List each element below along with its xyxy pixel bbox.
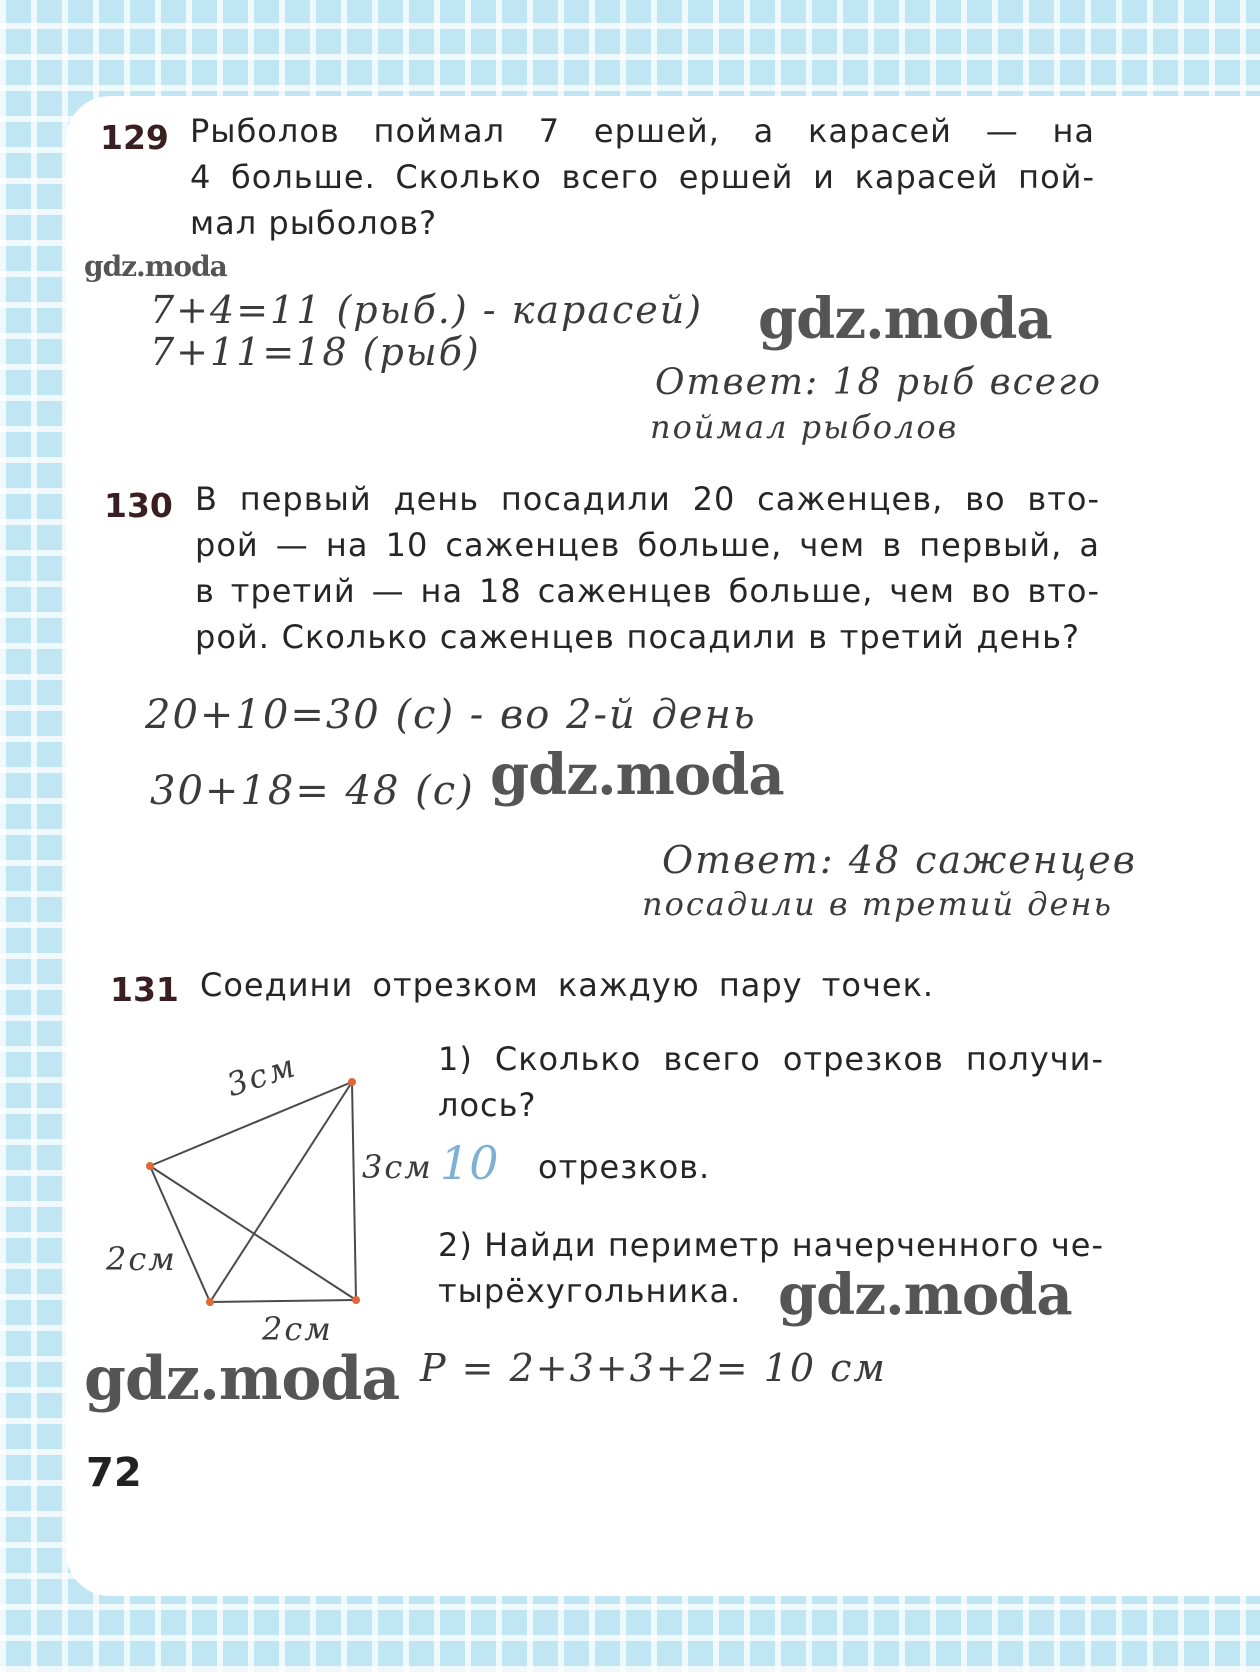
side-label-left: 2см bbox=[106, 1240, 177, 1278]
point-b bbox=[348, 1078, 356, 1086]
task-130-line-1: В первый день посадили 20 саженцев, во вто- bbox=[195, 480, 1100, 518]
task-129-answer-line-2: поймал рыболов bbox=[650, 408, 959, 446]
task-131-q1-line-1: 1) Сколько всего отрезков получи- bbox=[438, 1040, 1104, 1078]
side-label-top: 3см bbox=[222, 1046, 302, 1105]
task-129-number: 129 bbox=[100, 118, 169, 157]
task-130-solution-line-2: 30+18= 48 (с) bbox=[150, 768, 475, 814]
task-129-answer-line-1: Ответ: 18 рыб всего bbox=[655, 362, 1102, 403]
watermark: gdz.moda bbox=[758, 286, 1052, 352]
side-label-right: 3см bbox=[362, 1148, 433, 1186]
watermark: gdz.moda bbox=[84, 1344, 400, 1414]
watermark: gdz.moda bbox=[490, 742, 784, 808]
diagonal-1 bbox=[150, 1166, 356, 1300]
task-129-line-2: 4 больше. Сколько всего ершей и карасей пой- bbox=[190, 158, 1095, 196]
task-131-q2-line-1: 2) Найди периметр начерченного че- bbox=[438, 1226, 1104, 1264]
watermark: gdz.moda bbox=[778, 1262, 1072, 1328]
point-c bbox=[352, 1296, 360, 1304]
side-right bbox=[352, 1082, 356, 1300]
point-a bbox=[146, 1162, 154, 1170]
task-130-answer-line-1: Ответ: 48 саженцев bbox=[662, 838, 1137, 882]
task-129-line-3: мал рыболов? bbox=[190, 204, 438, 242]
page-number: 72 bbox=[86, 1450, 142, 1496]
task-130-number: 130 bbox=[104, 486, 173, 525]
task-131-number: 131 bbox=[110, 970, 179, 1009]
task-131-q1-unit: отрезков. bbox=[538, 1148, 711, 1186]
task-131-q1-line-2: лось? bbox=[438, 1086, 537, 1124]
task-129-line-1: Рыболов поймал 7 ершей, а карасей — на bbox=[190, 112, 1095, 150]
side-bottom bbox=[210, 1300, 356, 1302]
task-131-q2-line-2: тырёхугольника. bbox=[438, 1272, 742, 1310]
diagonal-2 bbox=[210, 1082, 352, 1302]
task-129-solution-line-2: 7+11=18 (рыб) bbox=[150, 330, 481, 374]
task-130-line-4: рой. Сколько саженцев посадили в третий день? bbox=[195, 618, 1080, 656]
point-d bbox=[206, 1298, 214, 1306]
task-131-q1-answer: 10 bbox=[440, 1136, 499, 1190]
task-130-line-2: рой — на 10 саженцев больше, чем в первый, а bbox=[195, 526, 1100, 564]
task-130-answer-line-2: посадили в третий день bbox=[642, 885, 1113, 923]
task-131-q2-answer: P = 2+3+3+2= 10 см bbox=[420, 1346, 887, 1390]
watermark: gdz.moda bbox=[84, 250, 227, 283]
task-131-title: Соедини отрезком каждую пару точек. bbox=[200, 966, 935, 1004]
task-129-solution-line-1: 7+4=11 (рыб.) - карасей) bbox=[150, 288, 704, 332]
task-130-line-3: в третий — на 18 саженцев больше, чем во вто- bbox=[195, 572, 1100, 610]
side-label-bottom: 2см bbox=[262, 1310, 333, 1348]
task-130-solution-line-1: 20+10=30 (с) - во 2-й день bbox=[145, 692, 757, 738]
